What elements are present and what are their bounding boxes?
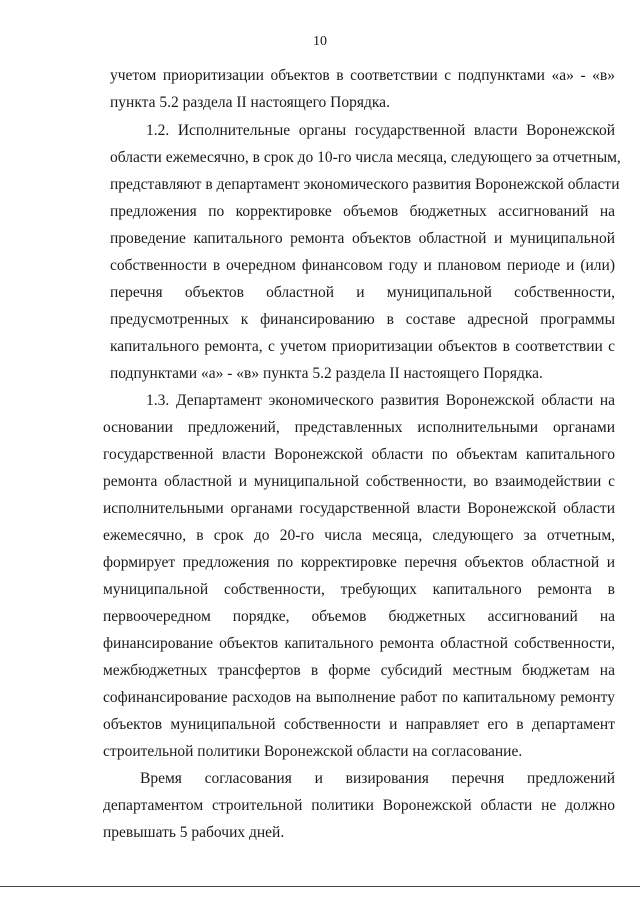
paragraph-line: ремонта областной и муниципальной собственности, во взаимодействии с bbox=[103, 473, 615, 490]
paragraph-line: пункта 5.2 раздела II настоящего Порядка. bbox=[110, 94, 390, 111]
paragraph-line: межбюджетных трансфертов в форме субсидий местным бюджетам на bbox=[103, 662, 615, 679]
paragraph-line: перечня объектов областной и муниципальной собственности, bbox=[110, 284, 615, 301]
paragraph-line: ежемесячно, в срок до 20-го числа месяца, следующего за отчетным, bbox=[103, 527, 615, 544]
paragraph-line: объектов муниципальной собственности и направляет его в департамент bbox=[103, 716, 615, 733]
paragraph-line: области ежемесячно, в срок до 10-го числа месяца, следующего за отчетным, bbox=[110, 149, 621, 166]
paragraph-line: департаментом строительной политики Воронежской области не должно bbox=[103, 797, 615, 814]
paragraph-line: строительной политики Воронежской области на согласование. bbox=[103, 743, 523, 760]
paragraph-line: учетом приоритизации объектов в соответствии с подпунктами «а» - «в» bbox=[110, 67, 615, 84]
paragraph-line: подпунктами «а» - «в» пункта 5.2 раздела II настоящего Порядка. bbox=[110, 365, 543, 382]
paragraph-line: муниципальной собственности, требующих капитального ремонта в bbox=[103, 581, 615, 598]
paragraph-line: Время согласования и визирования перечня предложений bbox=[140, 770, 615, 787]
paragraph-line: собственности в очередном финансовом году и плановом периоде и (или) bbox=[110, 257, 615, 274]
paragraph-line: государственной власти Воронежской области по объектам капитального bbox=[103, 446, 615, 463]
paragraph-line: представляют в департамент экономического развития Воронежской области bbox=[110, 176, 620, 193]
paragraph-line: превышать 5 рабочих дней. bbox=[103, 824, 285, 841]
paragraph-line: проведение капитального ремонта объектов областной и муниципальной bbox=[110, 230, 615, 247]
page-number: 10 bbox=[313, 34, 327, 49]
paragraph-line: финансирование объектов капитального ремонта областной собственности, bbox=[103, 635, 615, 652]
paragraph-line: предложения по корректировке объемов бюджетных ассигнований на bbox=[110, 203, 615, 220]
paragraph-line: первоочередном порядке, объемов бюджетных ассигнований на bbox=[103, 608, 615, 625]
paragraph-line: 1.3. Департамент экономического развития Воронежской области на bbox=[146, 392, 615, 409]
paragraph-line: основании предложений, представленных исполнительными органами bbox=[103, 419, 615, 436]
paragraph-line: формирует предложения по корректировке перечня объектов областной и bbox=[103, 554, 615, 571]
paragraph-line: 1.2. Исполнительные органы государственной власти Воронежской bbox=[146, 122, 615, 139]
paragraph-line: софинансирование расходов на выполнение работ по капитальному ремонту bbox=[103, 689, 615, 706]
paragraph-line: капитального ремонта, с учетом приоритизации объектов в соответствии с bbox=[110, 338, 615, 355]
paragraph-line: предусмотренных к финансированию в составе адресной программы bbox=[110, 311, 615, 328]
paragraph-line: исполнительными органами государственной власти Воронежской области bbox=[103, 500, 615, 517]
footer-rule bbox=[0, 886, 640, 887]
